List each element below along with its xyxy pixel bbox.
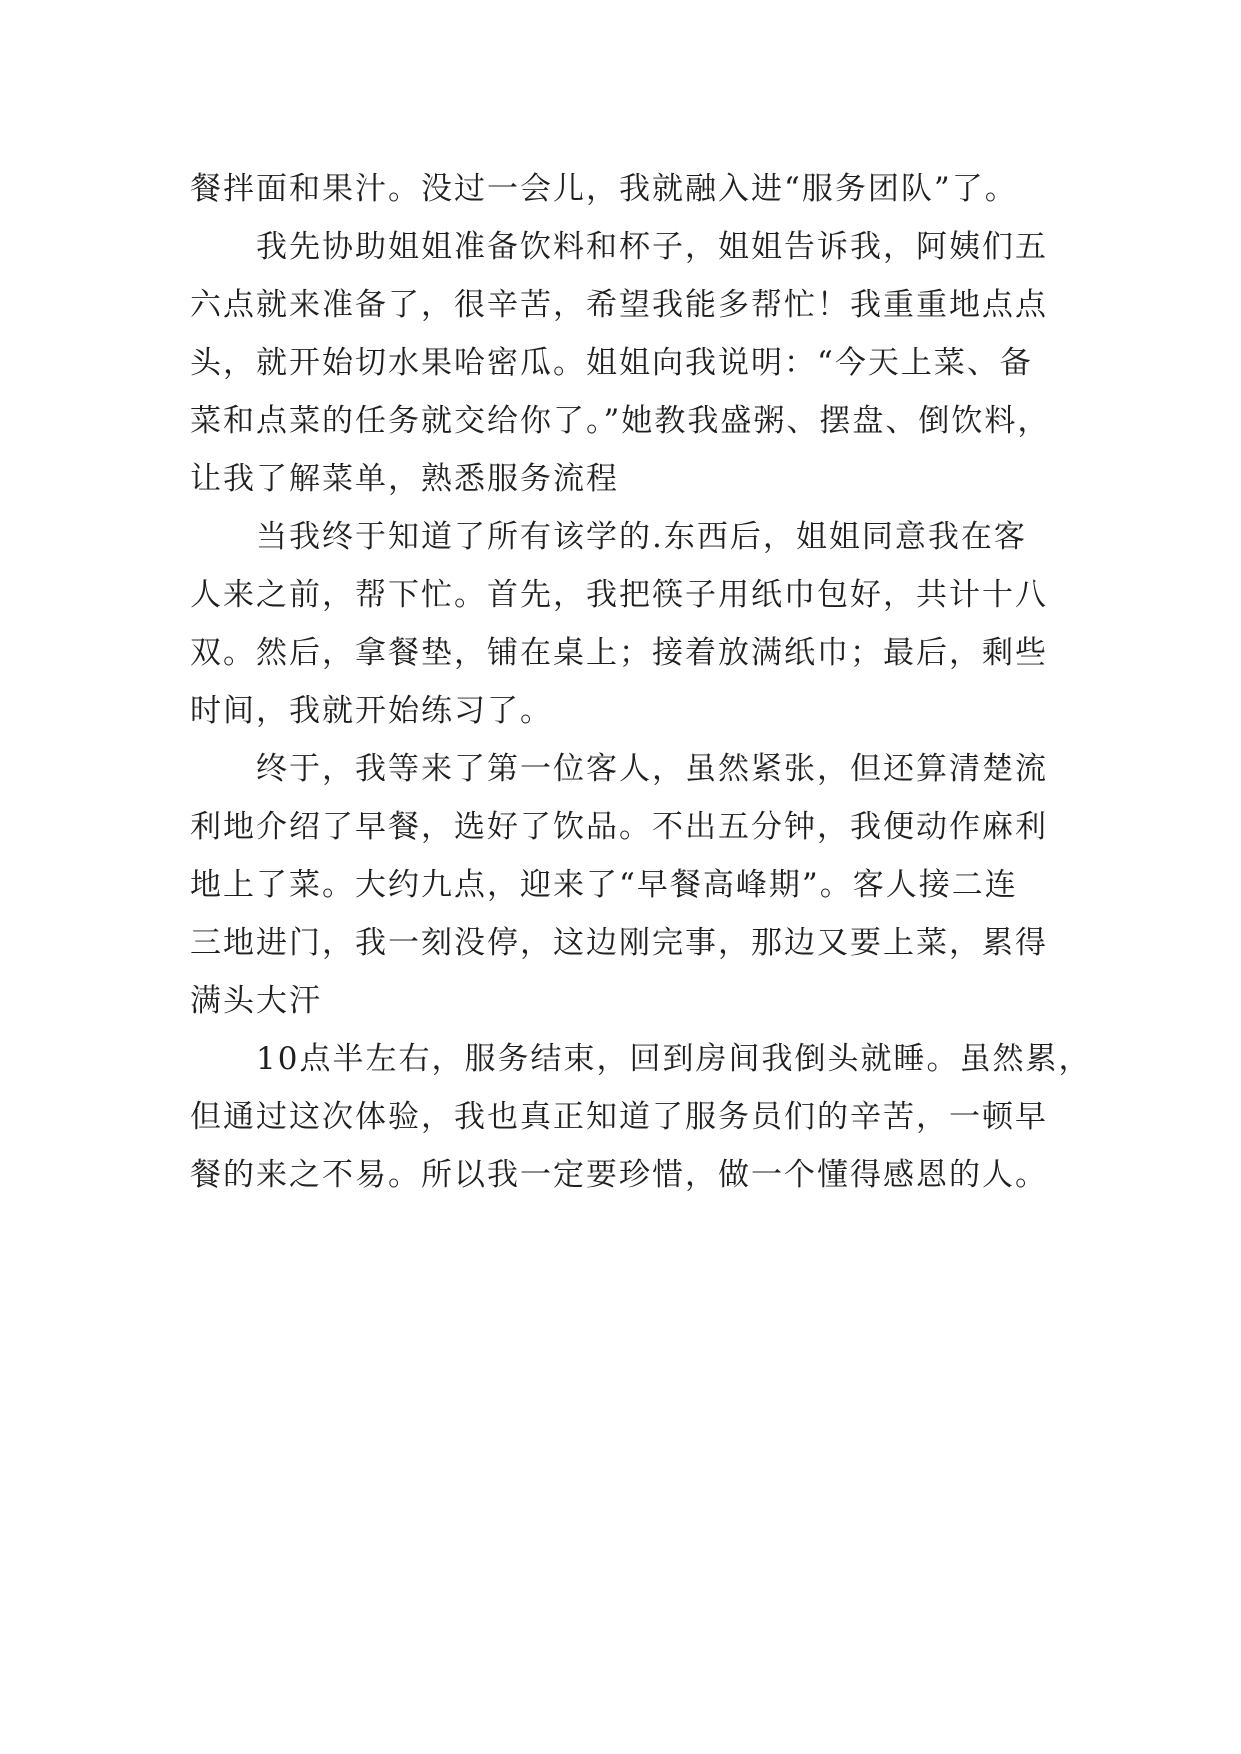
text-line: 人来之前，帮下忙。首先，我把筷子用纸巾包好，共计十八 <box>190 577 1048 613</box>
text-line: 菜和点菜的任务就交给你了。”她教我盛粥、摆盘、倒饮料， <box>190 403 1051 439</box>
text-line: 终于，我等来了第一位客人，虽然紧张，但还算清楚流 <box>190 751 1048 787</box>
text-line: 头，就开始切水果哈密瓜。姐姐向我说明：“今天上菜、备 <box>190 345 1033 381</box>
text-line: 让我了解菜单，熟悉服务流程 <box>190 461 619 497</box>
text-line: 时间，我就开始练习了。 <box>190 693 553 729</box>
text-line: 10点半左右，服务结束，回到房间我倒头就睡。虽然累， <box>190 1041 1092 1077</box>
text-line: 我先协助姐姐准备饮料和杯子，姐姐告诉我，阿姨们五 <box>190 229 1048 265</box>
text-line: 六点就来准备了，很辛苦，希望我能多帮忙！我重重地点点 <box>190 287 1048 323</box>
text-line: 地上了菜。大约九点，迎来了“早餐高峰期”。客人接二连 <box>190 867 1018 903</box>
text-line: 当我终于知道了所有该学的.东西后，姐姐同意我在客 <box>190 519 1027 555</box>
text-line: 餐拌面和果汁。没过一会儿，我就融入进“服务团队”了。 <box>190 171 1018 207</box>
essay-text <box>190 160 1090 1204</box>
text-line: 但通过这次体验，我也真正知道了服务员们的辛苦，一顿早 <box>190 1099 1048 1135</box>
text-line: 双。然后，拿餐垫，铺在桌上；接着放满纸巾；最后，剩些 <box>190 635 1048 671</box>
text-line: 餐的来之不易。所以我一定要珍惜，做一个懂得感恩的人。 <box>190 1157 1048 1193</box>
text-line: 利地介绍了早餐，选好了饮品。不出五分钟，我便动作麻利 <box>190 809 1048 845</box>
text-line: 三地进门，我一刻没停，这边刚完事，那边又要上菜，累得 <box>190 925 1048 961</box>
text-line: 满头大汗 <box>190 983 322 1019</box>
